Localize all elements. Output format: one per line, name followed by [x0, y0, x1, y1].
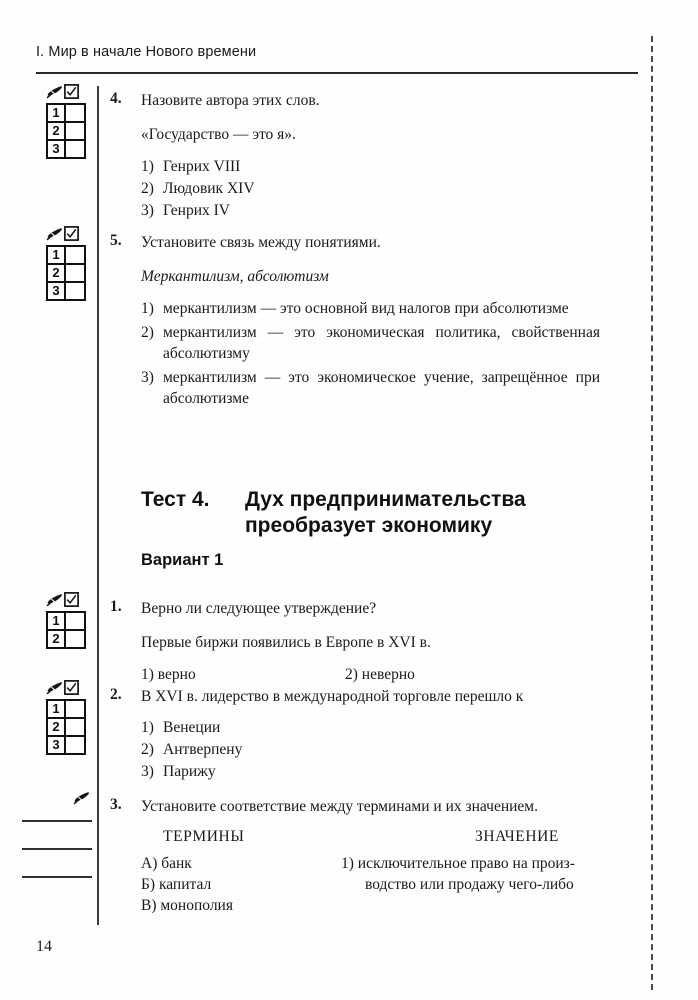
answer-box-row[interactable] [46, 611, 92, 631]
answer-box-number: 2 [46, 121, 66, 141]
cut-line-dashed [651, 36, 653, 990]
term-label: Б) [141, 876, 156, 893]
answer-box-blank[interactable] [64, 735, 86, 755]
checked-checkbox-icon [64, 226, 79, 246]
option-label: 1) [141, 666, 154, 683]
question-content [141, 232, 600, 409]
question-content [141, 796, 641, 817]
answer-box-number: 3 [46, 139, 66, 159]
term-label: В) [141, 897, 157, 914]
answer-box-number: 2 [46, 263, 66, 283]
column-header-terms: ТЕРМИНЫ [163, 828, 245, 845]
pen-nib-icon [46, 593, 63, 612]
term-item[interactable] [141, 874, 341, 895]
marker-icons [46, 230, 92, 246]
option-item[interactable] [141, 664, 196, 685]
option-label: 2) [141, 324, 154, 341]
answer-box-row[interactable] [46, 629, 92, 649]
meaning-continuation [341, 874, 609, 895]
answer-box-number: 2 [46, 629, 66, 649]
answer-box-blank[interactable] [64, 139, 86, 159]
question-terms-italic: Меркантилизм, абсолютизм [141, 268, 329, 285]
option-text: Венеции [163, 719, 221, 736]
meaning-label: 1) [341, 855, 354, 872]
option-label: 1) [141, 719, 154, 736]
meaning-text-line-2: водство или продажу чего-либо [365, 876, 574, 893]
answer-box-number: 3 [46, 281, 66, 301]
option-item[interactable] [141, 367, 600, 409]
option-item[interactable] [141, 761, 611, 782]
answer-box-number: 1 [46, 245, 66, 265]
test-heading [141, 487, 611, 539]
option-item[interactable] [141, 178, 600, 199]
question-stem: Установите соответствие между терминами и их значением. [141, 798, 538, 815]
option-text: верно [157, 666, 196, 683]
term-label: А) [141, 855, 158, 872]
option-item[interactable] [141, 739, 611, 760]
answer-box-number: 1 [46, 611, 66, 631]
marker-icons [46, 596, 92, 612]
option-label: 2) [141, 741, 154, 758]
test-label: Тест 4. [141, 488, 210, 511]
gutter-vertical-rule [97, 86, 99, 925]
marker-icons [46, 684, 92, 700]
question-stem: Установите связь между понятиями. [141, 234, 381, 251]
answer-marker-4 [46, 88, 92, 159]
answer-box-row[interactable] [46, 735, 92, 755]
term-item[interactable] [141, 895, 341, 916]
option-label: 3) [141, 763, 154, 780]
question-number: 2. [110, 686, 122, 703]
running-head: I. Мир в начале Нового времени [36, 44, 257, 60]
meaning-text-line-1: исключительное право на произ- [357, 855, 575, 872]
option-list [141, 717, 611, 782]
test-title-line-2: преобразует экономику [245, 514, 493, 537]
variant-label: Вариант 1 [141, 551, 224, 569]
answer-box-blank[interactable] [64, 263, 86, 283]
option-text: Генрих IV [163, 202, 230, 219]
write-in-line[interactable] [22, 876, 92, 878]
answer-box-number: 1 [46, 699, 66, 719]
question-stem: Назовите автора этих слов. [141, 92, 320, 109]
meaning-item[interactable] [341, 853, 609, 874]
question-stem: В XVI в. лидерство в международной торговле перешло к [141, 688, 524, 705]
option-item[interactable] [141, 322, 600, 364]
answer-box-row[interactable] [46, 281, 92, 301]
answer-box-blank[interactable] [64, 103, 86, 123]
option-item[interactable] [345, 664, 415, 685]
option-text: меркантилизм — это экономическое учение, запрещённое при абсолютизме [163, 369, 600, 407]
option-item[interactable] [141, 717, 611, 738]
option-text: неверно [361, 666, 415, 683]
checked-checkbox-icon [64, 84, 79, 104]
option-text: Парижу [163, 763, 216, 780]
answer-box-blank[interactable] [64, 121, 86, 141]
matching-column-headers [141, 826, 641, 850]
column-header-meanings: ЗНАЧЕНИЕ [475, 828, 559, 845]
marker-icons [46, 794, 92, 810]
option-label: 3) [141, 202, 154, 219]
write-in-line[interactable] [22, 848, 92, 850]
pen-nib-icon [46, 227, 63, 246]
answer-box-number: 1 [46, 103, 66, 123]
checked-checkbox-icon [64, 592, 79, 612]
answer-box-blank[interactable] [64, 629, 86, 649]
checked-checkbox-icon [64, 680, 79, 700]
question-quote: «Государство — это я». [141, 126, 296, 143]
answer-marker-v3 [46, 794, 92, 811]
term-text: монополия [160, 897, 233, 914]
option-text: меркантилизм — это экономическая политика, свойственная абсолютизму [163, 324, 600, 362]
option-text: Антверпену [163, 741, 243, 758]
answer-box-row[interactable] [46, 103, 92, 123]
answer-box-blank[interactable] [64, 611, 86, 631]
answer-box-row[interactable] [46, 699, 92, 719]
answer-box-blank[interactable] [64, 281, 86, 301]
write-in-line[interactable] [22, 820, 92, 822]
question-content [141, 686, 611, 783]
option-list [141, 298, 600, 409]
header-rule [36, 72, 638, 74]
marker-icons [46, 88, 92, 104]
answer-box-row[interactable] [46, 717, 92, 737]
option-list-inline [141, 664, 600, 685]
term-text: капитал [158, 876, 212, 893]
answer-box-row[interactable] [46, 121, 92, 141]
question-content [141, 598, 600, 685]
option-label: 1) [141, 158, 154, 175]
answer-box-number: 2 [46, 717, 66, 737]
question-statement: Первые биржи появились в Европе в XVI в. [141, 634, 431, 651]
pen-nib-icon [46, 85, 63, 104]
option-label: 2) [345, 666, 358, 683]
option-list [141, 156, 600, 221]
question-stem: Верно ли следующее утверждение? [141, 600, 377, 617]
question-number: 3. [110, 796, 122, 813]
term-text: банк [161, 855, 192, 872]
option-label: 1) [141, 300, 154, 317]
question-number: 5. [110, 232, 122, 249]
matching-row [141, 853, 641, 874]
option-label: 2) [141, 180, 154, 197]
answer-box-row[interactable] [46, 245, 92, 265]
test-title-line-1: Дух предпринимательства [245, 488, 526, 511]
question-content [141, 90, 600, 222]
page-number: 14 [36, 938, 52, 955]
option-item[interactable] [141, 156, 600, 177]
question-number: 4. [110, 90, 122, 107]
option-text: Генрих VIII [163, 158, 241, 175]
option-item[interactable] [141, 200, 600, 221]
answer-box-blank[interactable] [64, 699, 86, 719]
answer-box-blank[interactable] [64, 245, 86, 265]
answer-box-row[interactable] [46, 263, 92, 283]
question-number: 1. [110, 598, 122, 615]
matching-row [141, 874, 641, 895]
answer-box-row[interactable] [46, 139, 92, 159]
option-text: Людовик XIV [163, 180, 255, 197]
term-item[interactable] [141, 853, 341, 874]
option-label: 3) [141, 369, 154, 386]
option-text: меркантилизм — это основной вид налогов при абсолютизме [163, 300, 569, 317]
option-item[interactable] [141, 298, 600, 319]
answer-marker-v1 [46, 596, 92, 649]
matching-row [141, 895, 641, 916]
answer-box-number: 3 [46, 735, 66, 755]
answer-marker-v2 [46, 684, 92, 755]
answer-box-blank[interactable] [64, 717, 86, 737]
answer-marker-5 [46, 230, 92, 301]
pen-nib-icon [46, 681, 63, 700]
matching-table [141, 826, 641, 916]
pen-nib-icon [73, 791, 90, 810]
write-in-lines [22, 820, 92, 904]
